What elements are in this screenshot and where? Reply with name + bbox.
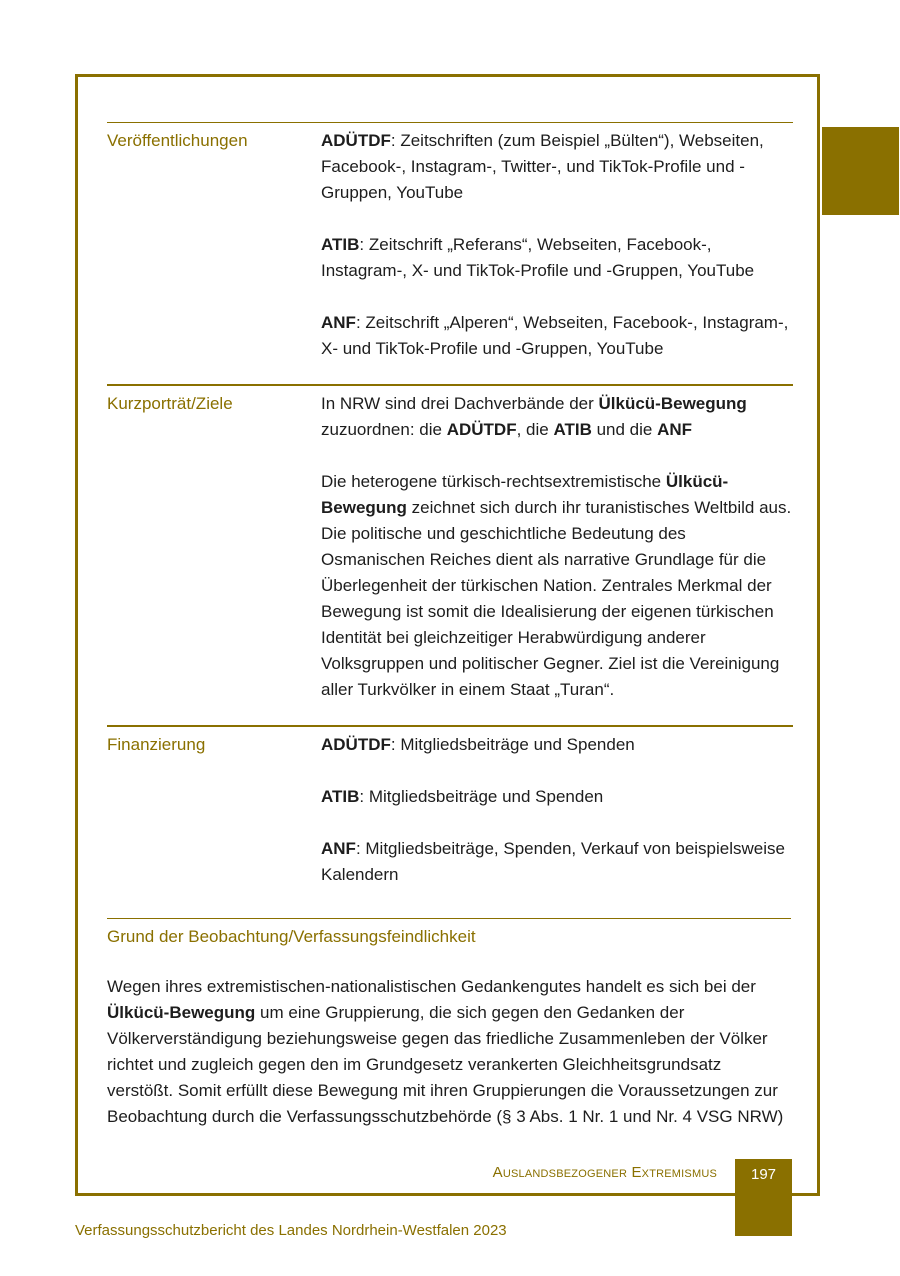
grund-bold-run: Ülkücü-Bewegung — [107, 1003, 256, 1022]
row-paragraph — [321, 128, 793, 206]
paragraph-run: In NRW sind drei Dachverbände der — [321, 394, 599, 413]
paragraph-bold-run: ANF — [321, 313, 356, 332]
row-paragraph — [321, 391, 793, 443]
table-row — [107, 384, 793, 725]
grund-section — [107, 918, 791, 1130]
page-number-box — [735, 1159, 792, 1236]
info-table — [107, 122, 793, 910]
paragraph-run: zuzuordnen: die — [321, 420, 447, 439]
paragraph-bold-run: ADÜTDF — [321, 735, 391, 754]
grund-body — [107, 974, 791, 1130]
row-label: Finanzierung — [107, 735, 206, 754]
paragraph-run: und die — [591, 420, 658, 439]
row-content — [321, 123, 793, 384]
paragraph-run: Die heterogene türkisch-rechtsextremistische — [321, 472, 666, 491]
paragraph-bold-run: Ülkücü-Bewegung — [321, 472, 729, 517]
footer-section-title: Auslandsbezogener Extremismus — [492, 1164, 717, 1181]
row-label: Kurzporträt/Ziele — [107, 394, 233, 413]
paragraph-run: : Mitgliedsbeiträge und Spenden — [359, 787, 604, 806]
paragraph-bold-run: ADÜTDF — [321, 131, 391, 150]
paragraph-run: zeichnet sich durch ihr turanistisches Weltbild aus. Die politische und geschichtliche Bedeutung des Osmanischen Reiches dient als narrative Grundlage für die Überlegenheit der türkischen Nation. Zentrales Merkmal der Bewegung ist somit die Idealisierung der eigenen türkischen Identität bei gleichzeitiger Herabwürdigung anderer Volksgruppen und politischer Gegner. Ziel ist die Vereinigung aller Turkvölker in einem Staat „Turan“. — [321, 498, 792, 699]
row-content — [321, 727, 793, 910]
page-number: 197 — [750, 1166, 777, 1183]
paragraph-bold-run: ATIB — [553, 420, 592, 439]
table-row — [107, 122, 793, 384]
paragraph-run: : Mitgliedsbeiträge, Spenden, Verkauf von beispielsweise Kalendern — [321, 839, 785, 884]
row-paragraph — [321, 469, 793, 703]
paragraph-bold-run: ANF — [657, 420, 693, 439]
paragraph-run: : Zeitschrift „Alperen“, Webseiten, Facebook-, Instagram-, X- und TikTok-Profile und -Gruppen, YouTube — [321, 313, 789, 358]
paragraph-bold-run: Ülkücü-Bewegung — [598, 394, 747, 413]
row-paragraph — [321, 836, 793, 888]
row-paragraph — [321, 784, 793, 810]
paragraph-bold-run: ANF — [321, 839, 356, 858]
paragraph-run: : Mitgliedsbeiträge und Spenden — [390, 735, 635, 754]
grund-title: Grund der Beobachtung/Verfassungsfeindlichkeit — [107, 927, 476, 946]
row-label: Veröffentlichungen — [107, 131, 248, 150]
table-row — [107, 725, 793, 910]
paragraph-bold-run: ATIB — [321, 787, 360, 806]
paragraph-run: : Zeitschrift „Referans“, Webseiten, Facebook-, Instagram-, X- und TikTok-Profile und -Gruppen, YouTube — [321, 235, 755, 280]
paragraph-bold-run: ADÜTDF — [446, 420, 517, 439]
paragraph-run: , die — [516, 420, 554, 439]
report-title: Verfassungsschutzbericht des Landes Nordrhein-Westfalen 2023 — [75, 1222, 507, 1239]
chapter-side-tab — [822, 127, 899, 215]
row-content — [321, 386, 793, 725]
grund-run: um eine Gruppierung, die sich gegen den Gedanken der Völkerverständigung beziehungsweise gegen das friedliche Zusammenleben der Völker richtet und zugleich gegen den im Grundgesetz verankerten Gleichheitsgrundsatz verstößt. Somit erfüllt diese Bewegung mit ihren Gruppierungen die Voraussetzungen zur Beobachtung durch die Verfassungsschutzbehörde (§ 3 Abs. 1 Nr. 1 und Nr. 4 VSG NRW) — [107, 1003, 784, 1126]
row-paragraph — [321, 732, 793, 758]
paragraph-run: : Zeitschriften (zum Beispiel „Bülten“), Webseiten, Facebook-, Instagram-, Twitter-, und TikTok-Profile und -Gruppen, YouTube — [321, 131, 764, 202]
row-paragraph — [321, 232, 793, 284]
row-paragraph — [321, 310, 793, 362]
paragraph-bold-run: ATIB — [321, 235, 360, 254]
grund-run: Wegen ihres extremistischen-nationalistischen Gedankengutes handelt es sich bei der — [107, 977, 756, 996]
